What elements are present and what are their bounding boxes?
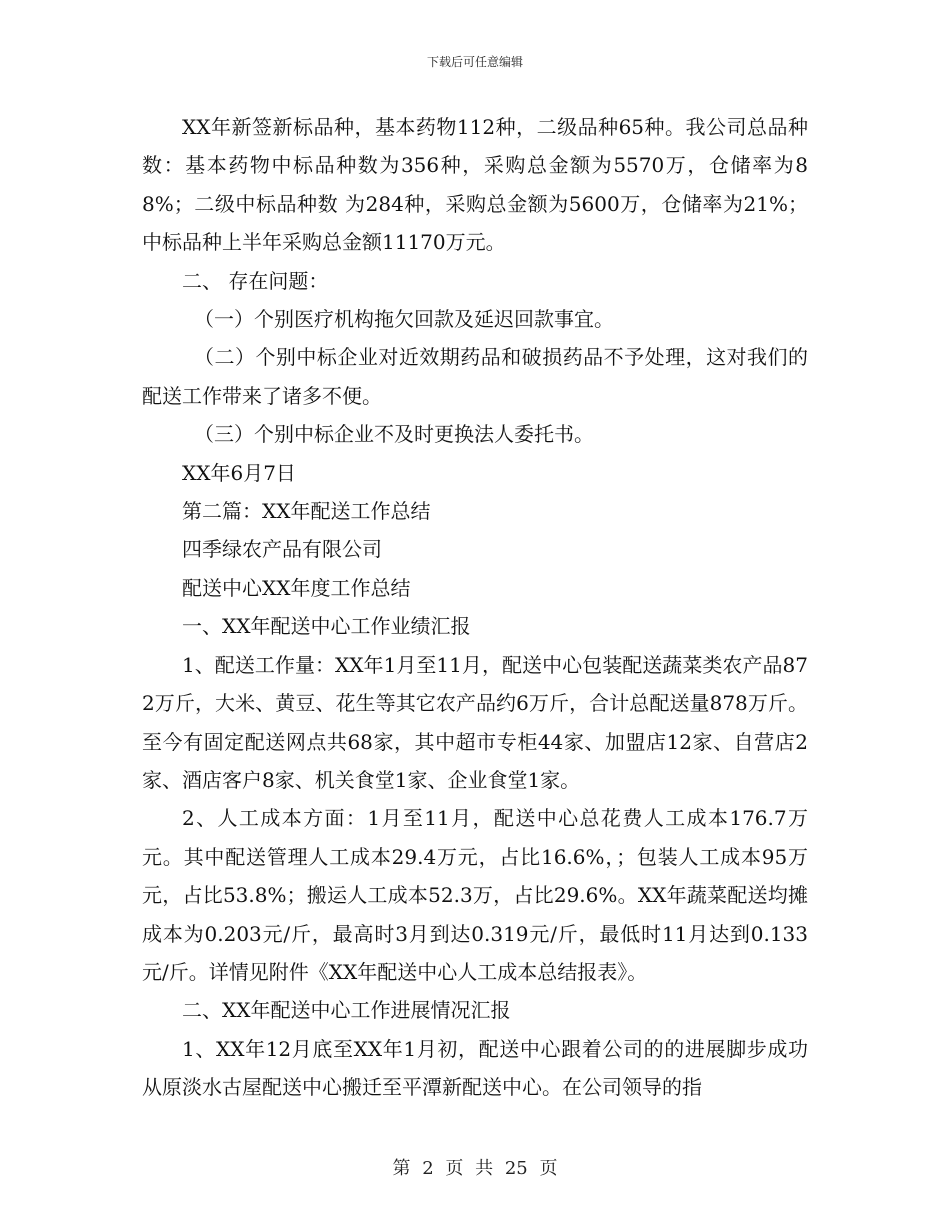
paragraph-labor-cost: 2、人工成本方面：1月至11月，配送中心总花费人工成本176.7万元。其中配送管理人工成本29.4万元，占比16.6%，；包装人工成本95万元，占比53.8%；搬运人工成本52.3万，占比29.6%。XX年蔬菜配送均摊成本为0.203元/斤，最高时3月到达0.319元/斤，最低时11月达到0.133元/斤。详情见附件《XX年配送中心人工成本总结报表》。 xyxy=(142,806,808,984)
report-title: 配送中心XX年度工作总结 xyxy=(182,575,411,600)
paragraph-workload: 1、配送工作量：XX年1月至11月，配送中心包装配送蔬菜类农产品872万斤，大米、黄豆、花生等其它农产品约6万斤，合计总配送量878万斤。至今有固定配送网点共68家，其中超市专柜44家、加盟店12家、自营店2家、酒店客户8家、机关食堂1家、企业食堂1家。 xyxy=(142,652,808,792)
section-heading-performance: 一、XX年配送中心工作业绩汇报 xyxy=(182,614,471,639)
company-name: 四季绿农产品有限公司 xyxy=(182,537,382,562)
document-date: XX年6月7日 xyxy=(182,460,296,485)
section-heading-progress: 二、XX年配送中心工作进展情况汇报 xyxy=(182,998,511,1023)
problem-item-3: （三）个别中标企业不及时更换法人委托书。 xyxy=(194,422,594,447)
paragraph-relocation: 1、XX年12月底至XX年1月初，配送中心跟着公司的的进展脚步成功从原淡水古屋配送中心搬迁至平潭新配送中心。在公司领导的指 xyxy=(142,1036,808,1100)
chapter-title: 第二篇：XX年配送工作总结 xyxy=(182,499,431,524)
problem-item-2: （二）个别中标企业对近效期药品和破损药品不予处理，这对我们的配送工作带来了诸多不便。 xyxy=(142,345,808,408)
page-header: 下载后可任意编辑 xyxy=(426,55,523,69)
problem-item-1: （一）个别医疗机构拖欠回款及延迟回款事宜。 xyxy=(194,307,614,332)
section-heading-problems: 二、 存在问题： xyxy=(182,268,329,293)
page-footer: 第 2 页 共 25 页 xyxy=(392,1158,558,1179)
paragraph-statistics: XX年新签新标品种，基本药物112种，二级品种65种。我公司总品种数：基本药物中标品种数为356种，采购总金额为5570万，仓储率为88%；二级中标品种数 为284种，采购总金额为5600万，仓储率为21%；中标品种上半年采购总金额11170万元。 xyxy=(142,115,808,255)
document-body xyxy=(142,108,808,1107)
